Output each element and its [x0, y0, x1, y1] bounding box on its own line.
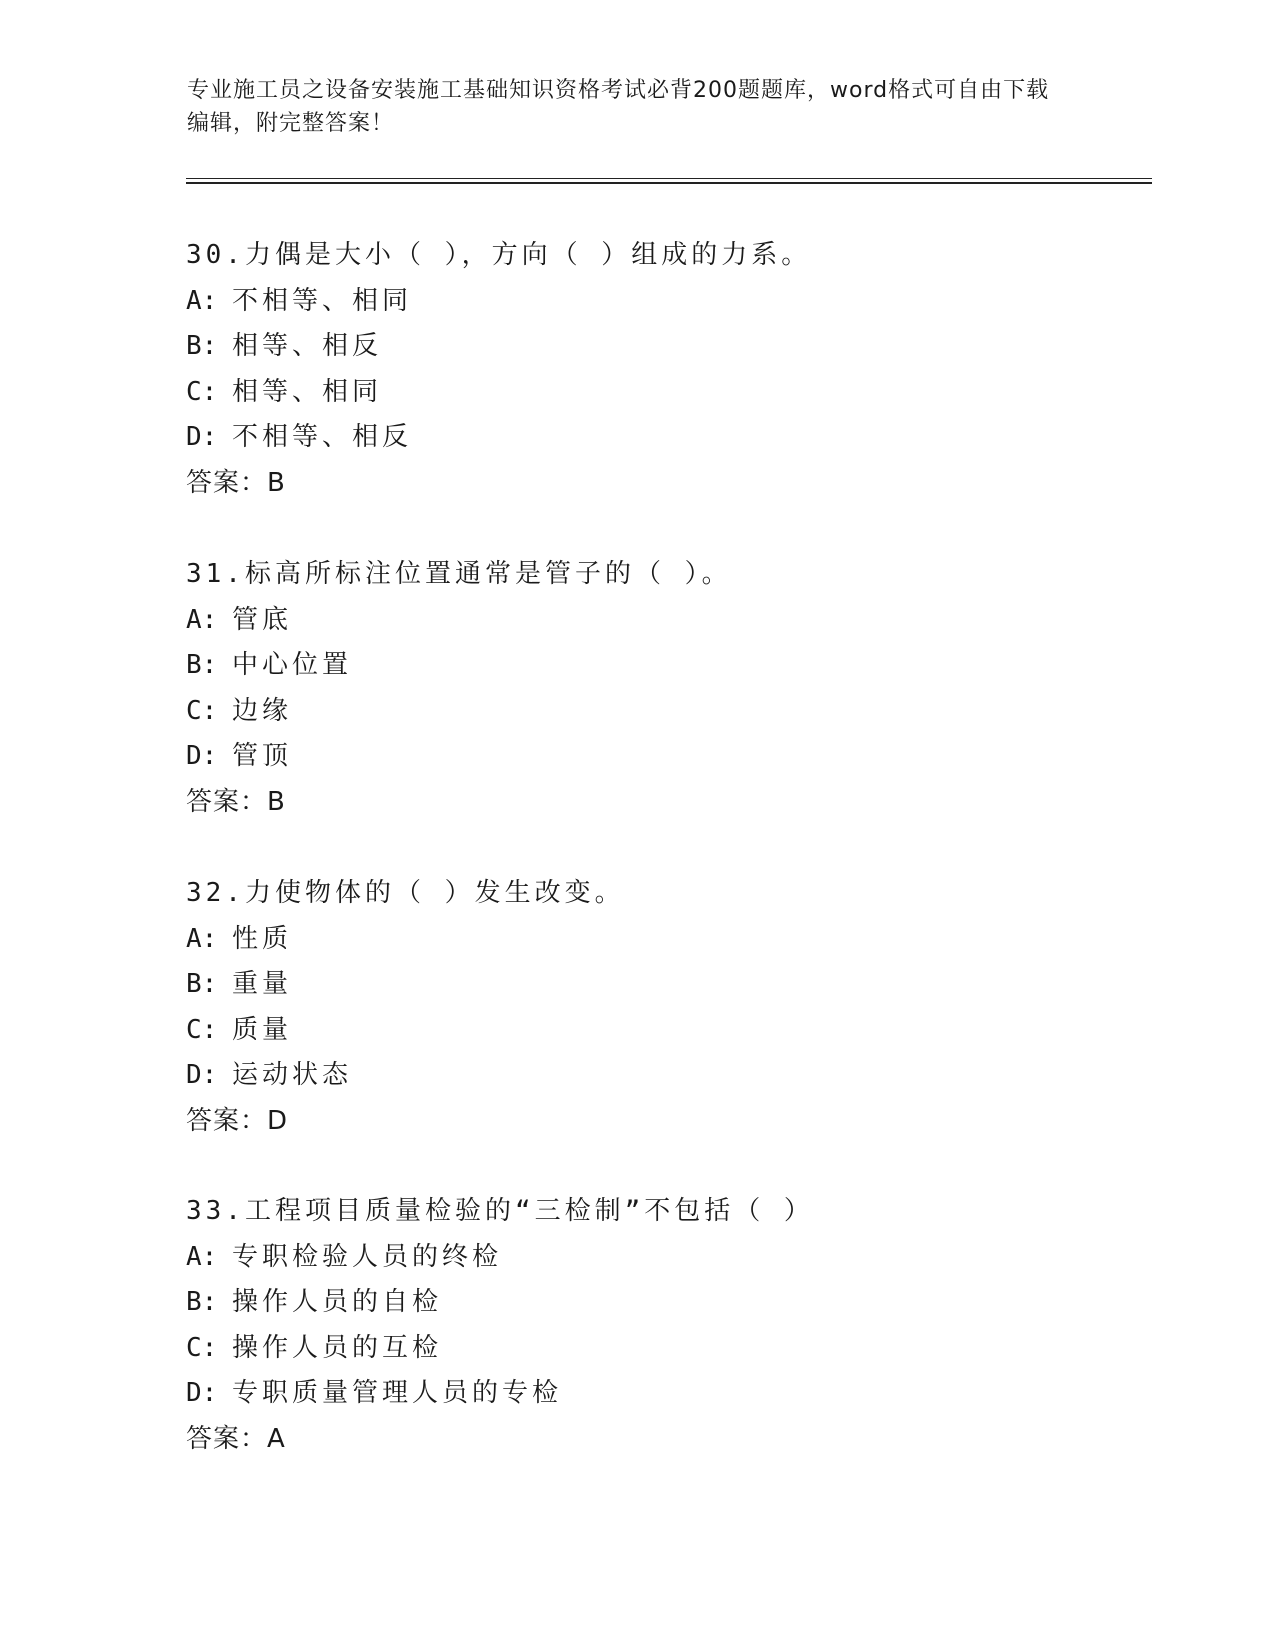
- option-text: 运动状态: [232, 1060, 353, 1090]
- option-letter: D:: [186, 741, 218, 771]
- option-text: 不相等、相反: [232, 422, 413, 452]
- option-d: [186, 1371, 1126, 1417]
- option-letter: B:: [186, 331, 218, 361]
- question-30: [186, 233, 1126, 506]
- question-stem: 31.标高所标注位置通常是管子的（ ）。: [186, 559, 732, 589]
- option-letter: B:: [186, 1287, 218, 1317]
- option-b: [186, 643, 1126, 689]
- option-c: [186, 689, 1126, 735]
- option-a: [186, 598, 1126, 644]
- option-text: 中心位置: [232, 650, 353, 680]
- option-text: 操作人员的自检: [232, 1287, 443, 1317]
- option-text: 相等、相同: [232, 376, 383, 407]
- option-text: 质量: [232, 1014, 293, 1045]
- option-letter: A:: [186, 604, 218, 635]
- document-header: 专业施工员之设备安装施工基础知识资格考试必背200题题库，word格式可自由下载编辑，附完整答案！: [187, 78, 1050, 136]
- option-text: 不相等、相同: [232, 285, 413, 316]
- answer-line: 答案：B: [186, 467, 286, 498]
- option-letter: D:: [186, 1378, 218, 1408]
- option-letter: C:: [186, 695, 218, 726]
- option-letter: A:: [186, 285, 218, 316]
- option-letter: A:: [186, 1241, 218, 1272]
- option-text: 相等、相反: [232, 331, 383, 361]
- option-text: 边缘: [232, 695, 293, 726]
- option-a: [186, 279, 1126, 325]
- question-stem: 32.力使物体的（ ）发生改变。: [186, 878, 625, 908]
- answer-line: 答案：D: [186, 1105, 289, 1136]
- option-letter: C:: [186, 1332, 218, 1363]
- option-c: [186, 1326, 1126, 1372]
- header-rule-thin: [186, 178, 1152, 179]
- option-a: [186, 1235, 1126, 1281]
- answer-line: 答案：B: [186, 786, 286, 817]
- option-letter: B:: [186, 969, 218, 999]
- option-text: 重量: [232, 969, 293, 999]
- option-letter: B:: [186, 650, 218, 680]
- option-text: 专职检验人员的终检: [232, 1241, 503, 1272]
- option-b: [186, 962, 1126, 1008]
- option-letter: A:: [186, 923, 218, 954]
- option-letter: C:: [186, 376, 218, 407]
- option-a: [186, 917, 1126, 963]
- question-stem: 30.力偶是大小（ ），方向（ ）组成的力系。: [186, 240, 812, 270]
- option-d: [186, 734, 1126, 780]
- option-b: [186, 1280, 1126, 1326]
- option-text: 性质: [232, 923, 293, 954]
- option-c: [186, 1008, 1126, 1054]
- question-stem: 33.工程项目质量检验的“三检制”不包括（ ）: [186, 1196, 814, 1226]
- question-32: [186, 871, 1126, 1144]
- option-letter: D:: [186, 422, 218, 452]
- option-c: [186, 370, 1126, 416]
- option-d: [186, 415, 1126, 461]
- option-d: [186, 1053, 1126, 1099]
- header-rule-thick: [186, 182, 1152, 184]
- option-text: 管顶: [232, 741, 293, 771]
- option-text: 管底: [232, 604, 293, 635]
- option-letter: D:: [186, 1060, 218, 1090]
- question-33: [186, 1189, 1126, 1462]
- option-b: [186, 324, 1126, 370]
- option-letter: C:: [186, 1014, 218, 1045]
- answer-line: 答案：A: [186, 1423, 286, 1454]
- option-text: 操作人员的互检: [232, 1332, 443, 1363]
- option-text: 专职质量管理人员的专检: [232, 1378, 563, 1408]
- question-31: [186, 552, 1126, 825]
